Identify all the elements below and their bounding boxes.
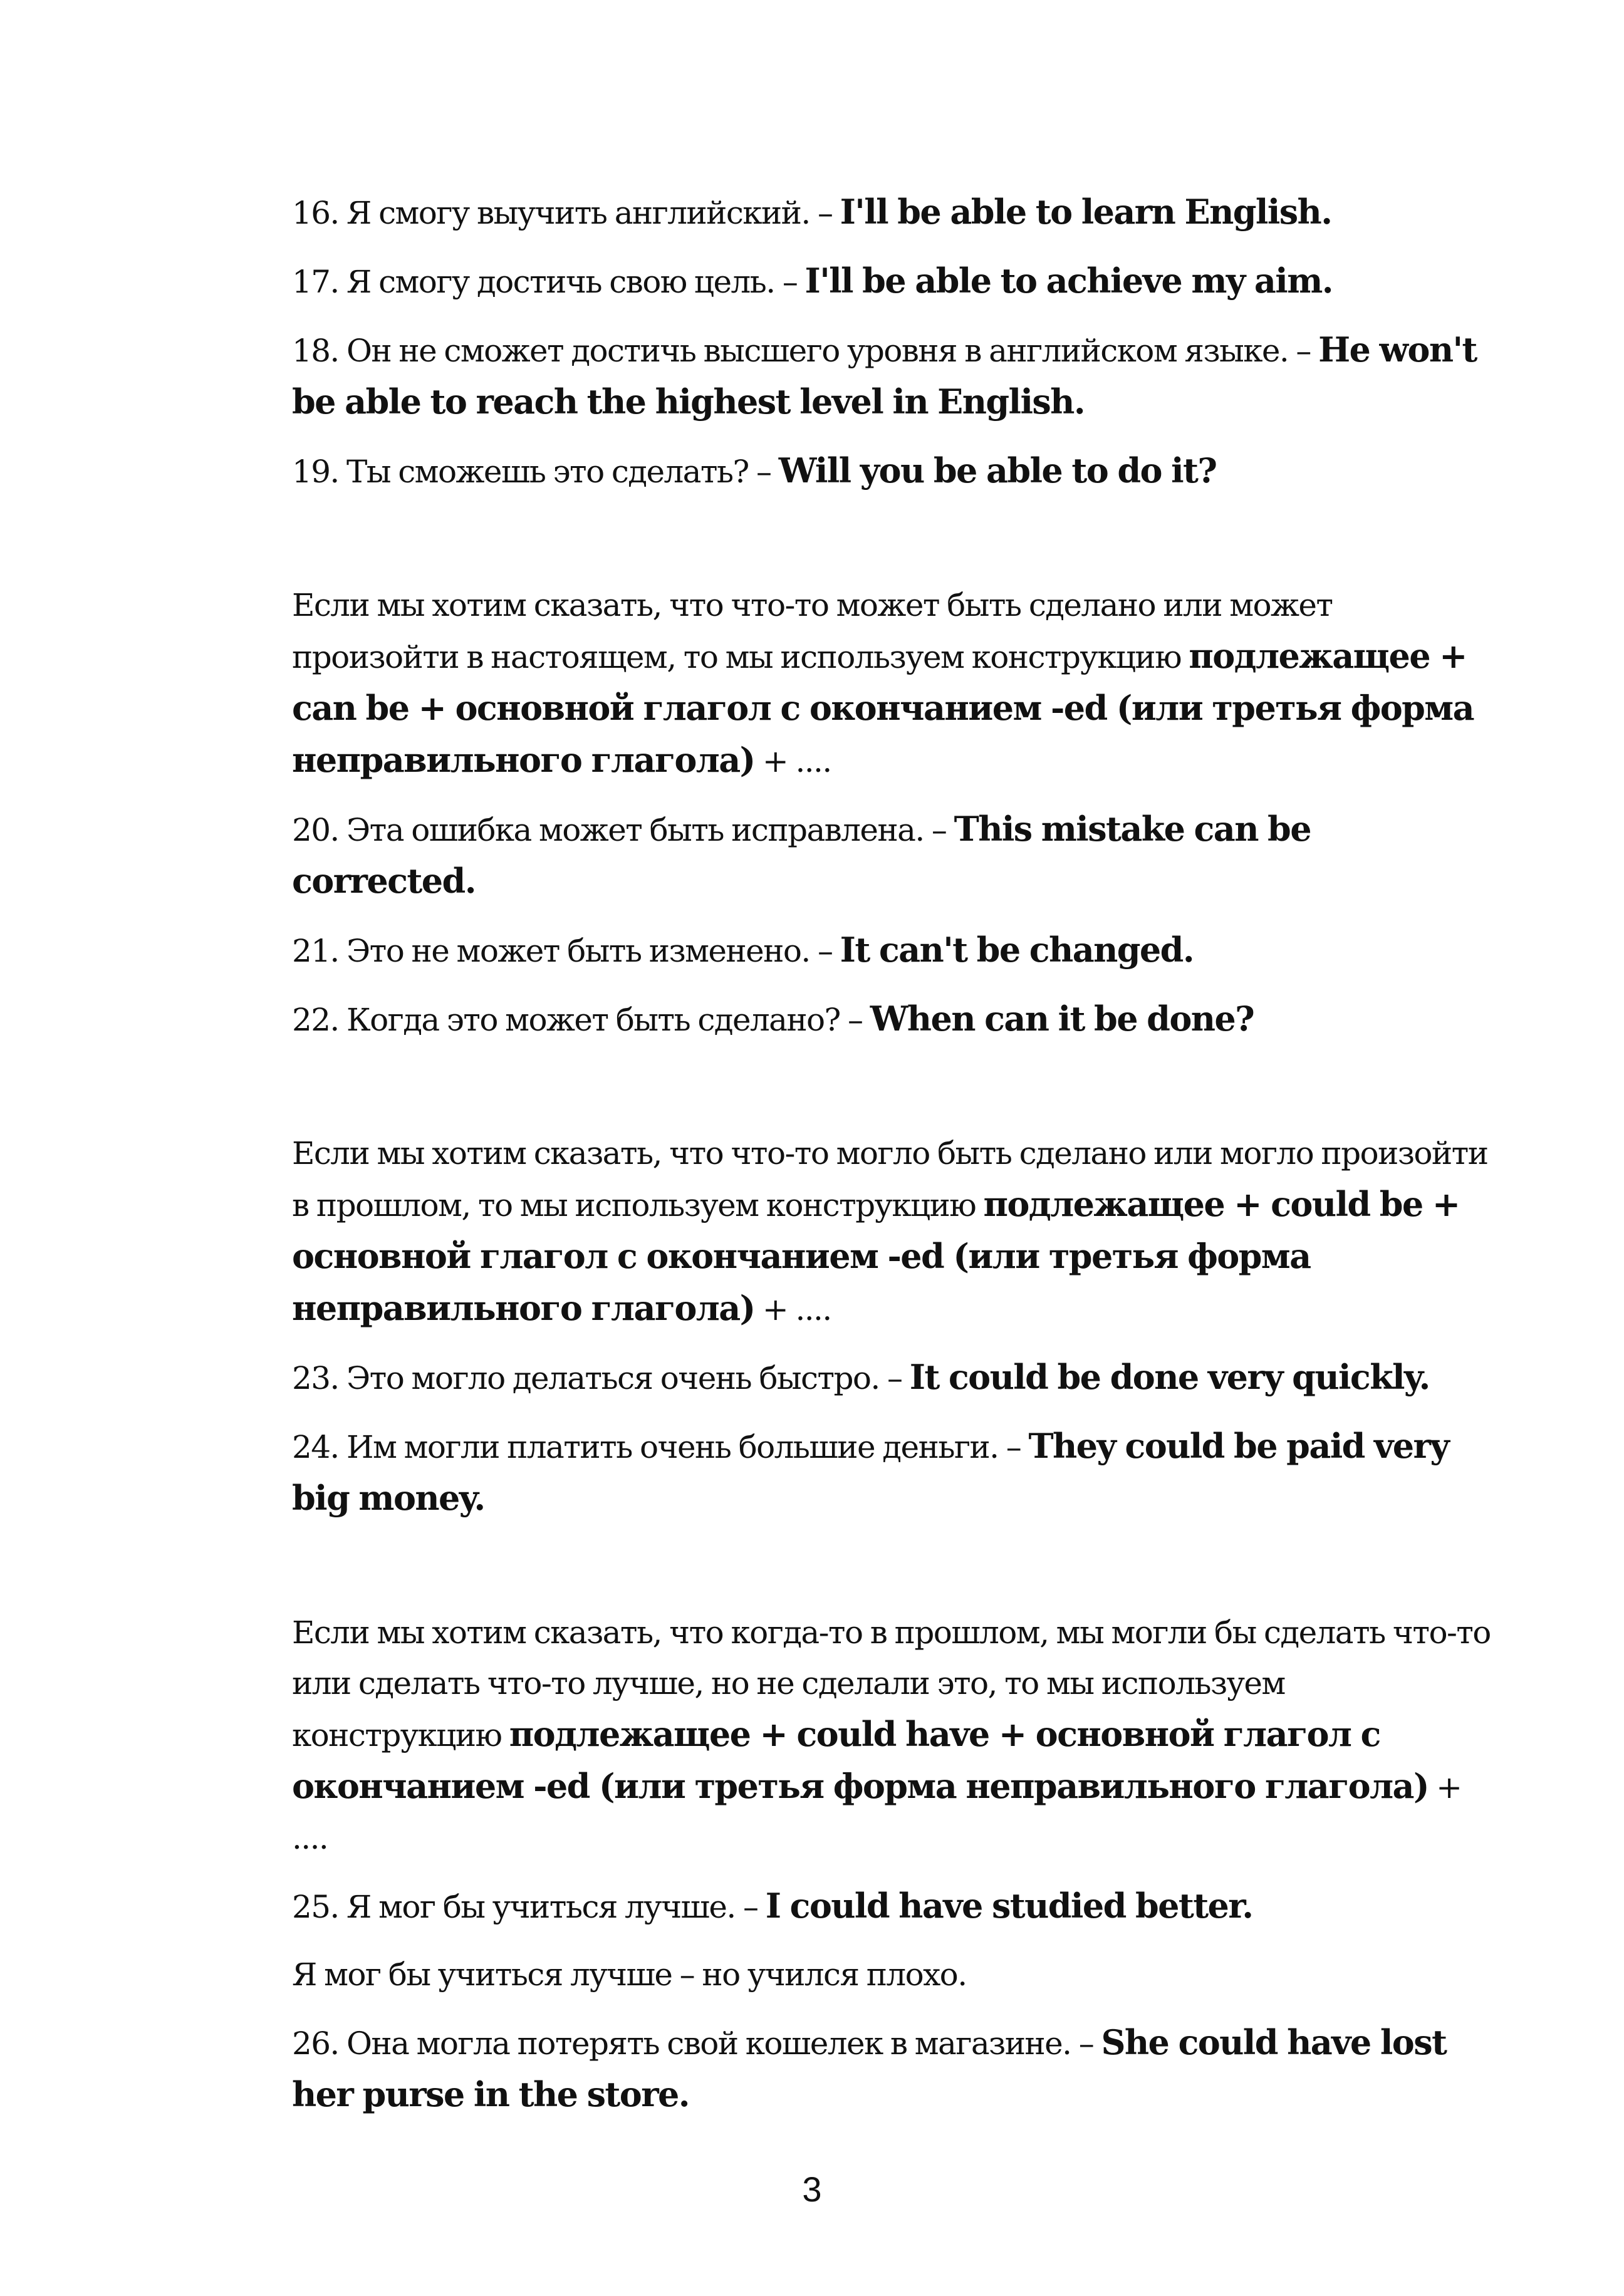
rule-text: Если мы хотим сказать, что когда-то в прошлом, мы могли бы сделать что-то или сделать что-то лучше, но не сделали это, то мы используем конструкцию	[292, 1614, 1491, 1753]
example-20	[292, 804, 1495, 908]
english-text: I'll be able to achieve my aim.	[804, 261, 1333, 301]
example-25-note	[292, 1950, 1495, 2000]
russian-text: 18. Он не сможет достичь высшего уровня в английском языке. –	[292, 333, 1319, 369]
english-text: This mistake can be corrected.	[292, 809, 1311, 901]
example-25	[292, 1881, 1495, 1933]
english-text: She could have lost her purse in the store.	[292, 2022, 1447, 2114]
example-23	[292, 1352, 1495, 1404]
example-18	[292, 325, 1495, 429]
rule-tail: + ....	[292, 1769, 1462, 1856]
example-26	[292, 2017, 1495, 2121]
rule-can-be	[292, 580, 1495, 787]
example-24	[292, 1421, 1495, 1525]
example-21	[292, 925, 1495, 977]
rule-could-have	[292, 1608, 1495, 1864]
english-text: He won't be able to reach the highest level in English.	[292, 330, 1477, 422]
example-16	[292, 187, 1495, 239]
russian-text: 17. Я смогу достичь свою цель. –	[292, 264, 805, 300]
english-text: It can't be changed.	[840, 930, 1194, 970]
russian-text: 20. Эта ошибка может быть исправлена. –	[292, 812, 954, 848]
russian-text: Я мог бы учиться лучше – но учился плохо.	[292, 1956, 967, 1993]
rule-text: Если мы хотим сказать, что что-то может быть сделано или может произойти в настоящем, то мы используем конструкцию	[292, 587, 1333, 675]
english-text: I'll be able to learn English.	[840, 192, 1332, 232]
russian-text: 16. Я смогу выучить английский. –	[292, 195, 840, 231]
russian-text: 21. Это не может быть изменено. –	[292, 933, 840, 969]
page-content	[292, 187, 1495, 2138]
english-text: They could be paid very big money.	[292, 1426, 1449, 1518]
russian-text: 22. Когда это может быть сделано? –	[292, 1002, 870, 1038]
example-22	[292, 994, 1495, 1046]
russian-text: 24. Им могли платить очень большие деньги. –	[292, 1429, 1029, 1465]
rule-text: Если мы хотим сказать, что что-то могло быть сделано или могло произойти в прошлом, то мы используем конструкцию	[292, 1135, 1488, 1223]
russian-text: 19. Ты сможешь это сделать? –	[292, 454, 779, 490]
english-text: Will you be able to do it?	[778, 450, 1217, 491]
russian-text: 23. Это могло делаться очень быстро. –	[292, 1360, 910, 1396]
example-19	[292, 445, 1495, 497]
russian-text: 26. Она могла потерять свой кошелек в магазине. –	[292, 2025, 1101, 2062]
rule-formula: подлежащее + could be + основной глагол с окончанием -ed (или третья форма неправильного глагола)	[292, 1184, 1460, 1328]
rule-tail: + ....	[754, 743, 831, 779]
rule-formula: подлежащее + could have + основной глагол с окончанием -ed (или третья форма неправильного глагола)	[292, 1714, 1429, 1806]
english-text: When can it be done?	[870, 999, 1254, 1039]
english-text: It could be done very quickly.	[909, 1357, 1430, 1397]
russian-text: 25. Я мог бы учиться лучше. –	[292, 1889, 766, 1925]
example-17	[292, 256, 1495, 308]
rule-formula: подлежащее + can be + основной глагол с окончанием -ed (или третья форма неправильного глагола)	[292, 636, 1474, 780]
rule-tail: + ....	[754, 1291, 831, 1327]
english-text: I could have studied better.	[765, 1886, 1253, 1926]
page-number: 3	[802, 2169, 822, 2209]
rule-could-be	[292, 1128, 1495, 1335]
